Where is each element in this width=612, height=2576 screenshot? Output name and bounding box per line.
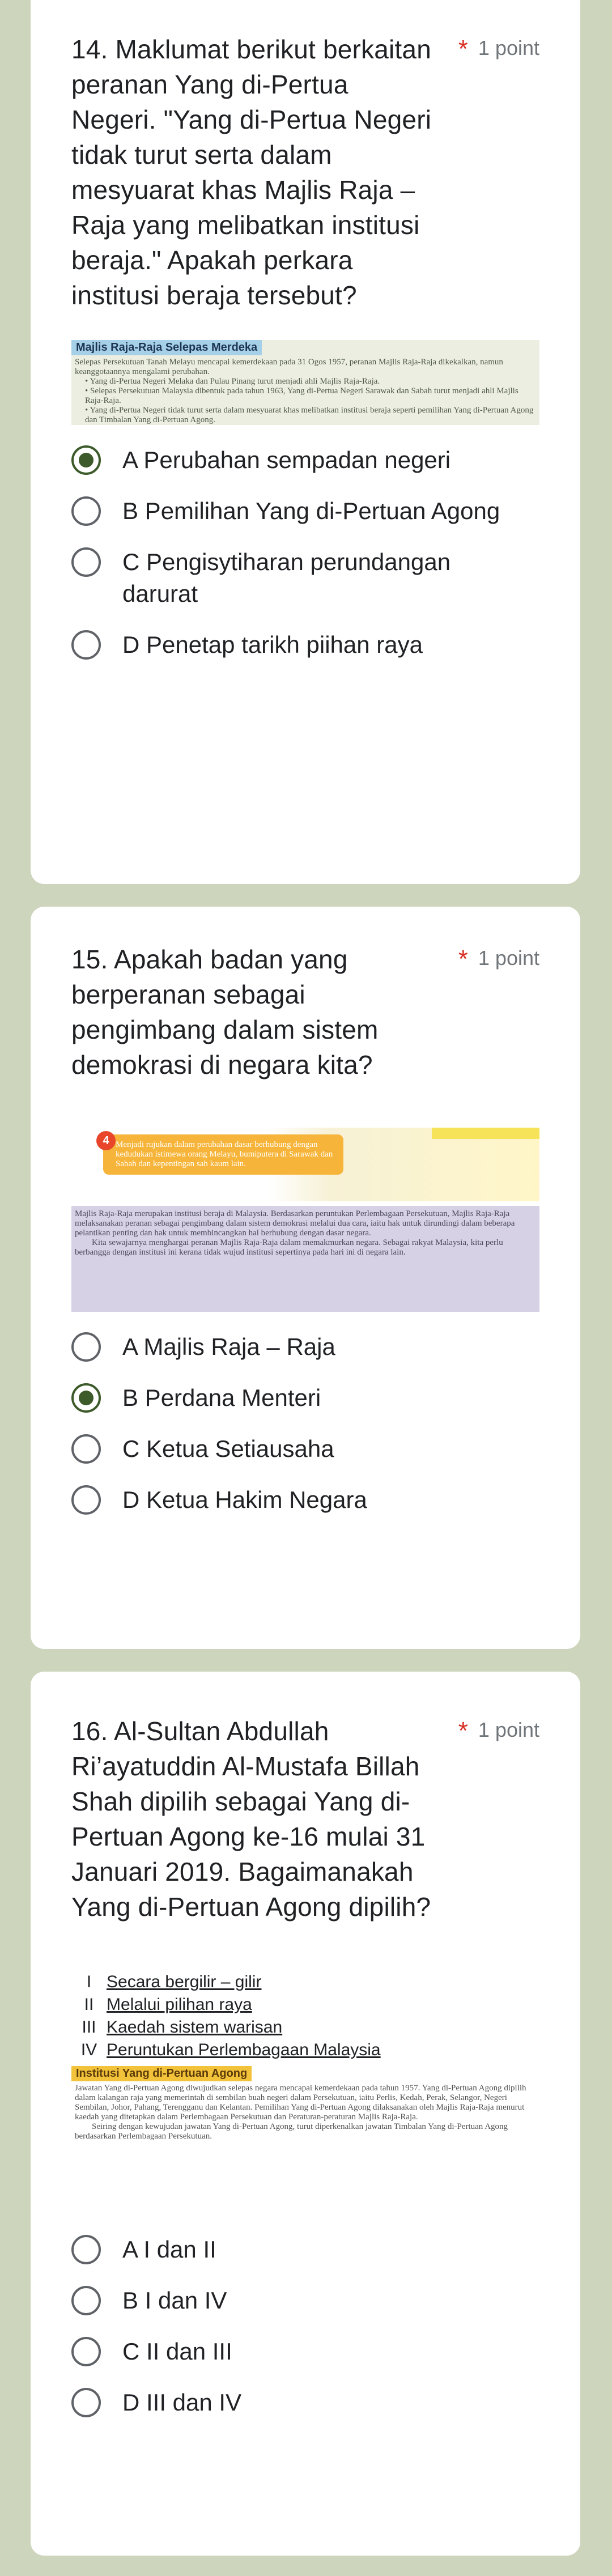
option-label: B Perdana Menteri xyxy=(122,1384,321,1411)
radio-selected-icon[interactable] xyxy=(71,1383,101,1413)
statement-item xyxy=(71,2039,539,2061)
image-panel xyxy=(71,1206,539,1312)
image-line: Selepas Persekutuan Tanah Melayu mencapai kemerdekaan pada 31 Ogos 1957, peranan Majlis Raja-Raja dikekalkan, namun keanggotaannya mengalami perubahan. xyxy=(75,358,503,376)
option-label: D Penetap tarikh piihan raya xyxy=(122,631,423,658)
radio-icon[interactable] xyxy=(71,2388,101,2417)
question-image xyxy=(71,340,539,425)
statement-number: I xyxy=(86,1973,92,1991)
option-d[interactable] xyxy=(71,1484,539,1516)
option-c[interactable] xyxy=(71,1433,539,1465)
points-text: 1 point xyxy=(478,946,539,970)
statement-item xyxy=(71,1993,539,2016)
options-list xyxy=(71,1331,539,1516)
points-text: 1 point xyxy=(478,1718,539,1741)
points-label xyxy=(458,35,539,63)
image-line: • Yang di-Pertua Negeri tidak turut serta dalam mesyuarat khas melibatkan institusi beraja seperti pemilihan Yang di-Pertuan Agong dan Timbalan Yang di-Pertuan Agong. xyxy=(85,406,534,424)
question-card-16 xyxy=(31,1672,580,2556)
question-title: 14. Maklumat berikut berkaitan peranan Yang di-Pertua Negeri. "Yang di-Pertua Negeri tidak turut serta dalam mesyuarat khas Majlis Raja – Raja yang melibatkan institusi beraja." Apakah perkara institusi beraja tersebut? xyxy=(71,35,432,310)
option-b[interactable] xyxy=(71,2285,539,2316)
option-label: A Majlis Raja – Raja xyxy=(122,1333,335,1360)
option-d[interactable] xyxy=(71,2387,539,2418)
radio-icon[interactable] xyxy=(71,547,101,577)
radio-icon[interactable] xyxy=(71,630,101,660)
image-body xyxy=(71,2081,539,2144)
image-body xyxy=(71,355,539,427)
radio-icon[interactable] xyxy=(71,496,101,526)
option-b[interactable] xyxy=(71,495,539,527)
option-b[interactable] xyxy=(71,1382,539,1414)
statement-number: III xyxy=(82,2018,96,2037)
points-text: 1 point xyxy=(478,36,539,59)
statement-number: II xyxy=(84,1995,94,2014)
image-line: • Yang di-Pertua Negeri Melaka dan Pulau Pinang turut menjadi ahli Majlis Raja-Raja. xyxy=(85,377,380,386)
statement-list xyxy=(71,1971,539,2061)
option-label: D III dan IV xyxy=(122,2389,242,2416)
radio-icon[interactable] xyxy=(71,2235,101,2264)
required-asterisk: * xyxy=(458,1717,468,1745)
image-line: • Selepas Persekutuan Malaysia dibentuk pada tahun 1963, Yang di-Pertua Negeri Sarawak dan Sabah turut menjadi ahli Majlis Raja-Raja. xyxy=(85,386,518,405)
image-note xyxy=(103,1134,343,1175)
option-label: C II dan III xyxy=(122,2338,232,2365)
image-paragraph: Jawatan Yang di-Pertuan Agong diwujudkan selepas negara mencapai kemerdekaan pada tahun 1957. Yang di-Pertuan Agong dipilih dalam kalangan raja yang memerintah di sembilan buah negeri dalam Persekutuan, iaitu Perlis, Kedah, Perak, Selangor, Negeri Sembilan, Johor, Pahang, Terengganu dan Kelantan. Pemilihan Yang di-Pertuan Agong dilaksanakan oleh Majlis Raja-Raja menurut kaedah yang ditetapkan dalam Perlembagaan Persekutuan dan Peraturan-peraturan Majlis Raja-Raja. xyxy=(75,2084,526,2122)
question-header xyxy=(71,1714,539,1924)
option-label: B Pemilihan Yang di-Pertuan Agong xyxy=(122,498,500,524)
note-number-badge: 4 xyxy=(96,1131,116,1150)
points-label xyxy=(458,945,539,974)
panel-paragraph: Kita sewajarnya menghargai peranan Majlis Raja-Raja dalam memakmurkan negara. Sebagai rakyat Malaysia, kita perlu berbangga dengan institusi ini kerana tidak wujud institusi sepertinya pada hari ini di negara lain. xyxy=(75,1238,503,1257)
radio-icon[interactable] xyxy=(71,1332,101,1362)
option-a[interactable] xyxy=(71,444,539,476)
image-paragraph: Seiring dengan kewujudan jawatan Yang di-Pertuan Agong, turut diperkenalkan jawatan Timbalan Yang di-Pertuan Agong berdasarkan Perlembagaan Persekutuan. xyxy=(75,2122,508,2141)
required-asterisk: * xyxy=(458,945,468,973)
option-d[interactable] xyxy=(71,629,539,661)
image-accent-bar xyxy=(432,1128,539,1139)
option-label: A I dan II xyxy=(122,2236,216,2263)
radio-icon[interactable] xyxy=(71,1485,101,1515)
option-label: B I dan IV xyxy=(122,2287,227,2314)
points-label xyxy=(458,1717,539,1745)
options-list xyxy=(71,444,539,661)
statement-text: Kaedah sistem warisan xyxy=(107,2018,283,2037)
options-list xyxy=(71,2234,539,2418)
statement-item xyxy=(71,2016,539,2039)
radio-icon[interactable] xyxy=(71,2286,101,2315)
radio-icon[interactable] xyxy=(71,1434,101,1464)
question-header xyxy=(71,942,539,1082)
option-a[interactable] xyxy=(71,1331,539,1363)
question-card-15 xyxy=(31,907,580,1649)
statement-text: Peruntukan Perlembagaan Malaysia xyxy=(107,2041,381,2059)
option-c[interactable] xyxy=(71,2336,539,2367)
question-image xyxy=(71,1128,539,1312)
image-heading: Majlis Raja-Raja Selepas Merdeka xyxy=(71,340,262,355)
panel-paragraph: Majlis Raja-Raja merupakan institusi beraja di Malaysia. Berdasarkan peruntukan Perlembagaan Persekutuan, Majlis Raja-Raja melaksanakan peranan sebagai pengimbang dalam sistem demokrasi melalui dua cara, iaitu hak untuk dirundingi dalam beberapa pelantikan penting dan hak untuk membincangkan hal berhubung dengan dasar negara. xyxy=(75,1209,515,1238)
option-label: A Perubahan sempadan negeri xyxy=(122,447,451,473)
option-label: C Ketua Setiausaha xyxy=(122,1435,334,1462)
option-c[interactable] xyxy=(71,546,539,610)
question-card-14 xyxy=(31,0,580,884)
question-header xyxy=(71,32,539,313)
question-image xyxy=(71,1971,539,2220)
question-title: 16. Al-Sultan Abdullah Ri’ayatuddin Al-Mustafa Billah Shah dipilih sebagai Yang di-Pertuan Agong ke-16 mulai 31 Januari 2019. Bagaimanakah Yang di-Pertuan Agong dipilih? xyxy=(71,1716,431,1922)
required-asterisk: * xyxy=(458,35,468,63)
option-label: C Pengisytiharan perundangan darurat xyxy=(122,549,451,607)
radio-icon[interactable] xyxy=(71,2337,101,2366)
option-a[interactable] xyxy=(71,2234,539,2265)
statement-text: Melalui pilihan raya xyxy=(107,1995,252,2014)
note-text: Menjadi rujukan dalam perubahan dasar berhubung dengan kedudukan istimewa orang Melayu, bumiputera di Sarawak dan Sabah dan kepentingan sah kaum lain. xyxy=(116,1140,333,1168)
option-label: D Ketua Hakim Negara xyxy=(122,1486,367,1513)
statement-item xyxy=(71,1971,539,1993)
statement-number: IV xyxy=(80,2041,97,2059)
question-title: 15. Apakah badan yang berperanan sebagai pengimbang dalam sistem demokrasi di negara kita? xyxy=(71,945,379,1079)
radio-selected-icon[interactable] xyxy=(71,445,101,475)
image-heading: Institusi Yang di-Pertuan Agong xyxy=(71,2066,252,2081)
statement-text: Secara bergilir – gilir xyxy=(107,1973,262,1991)
